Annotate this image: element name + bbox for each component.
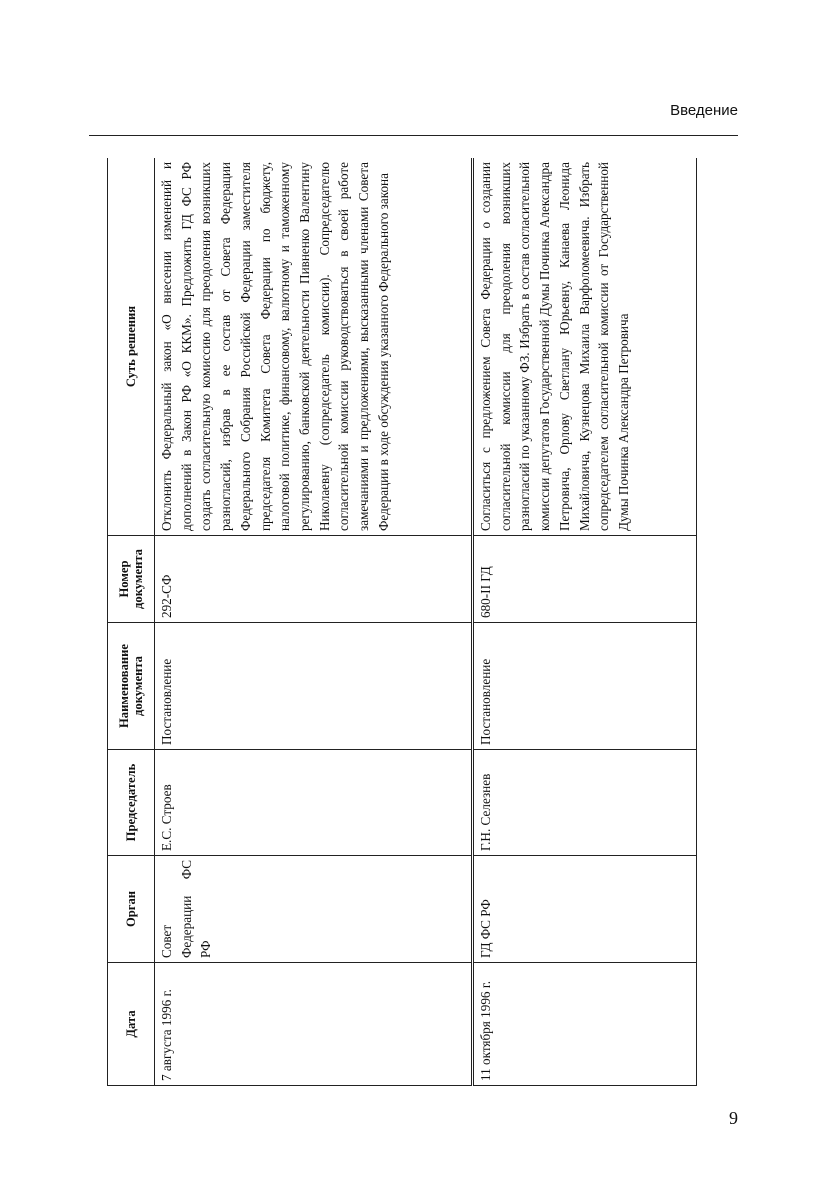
- cell-chairman: Е.С. Строев: [155, 750, 473, 856]
- page-number: 9: [729, 1108, 738, 1128]
- table-header-row: [108, 158, 155, 1086]
- cell-summary: Отклонить Федеральный закон «О внесении изменений и дополнений в Закон РФ «О ККМ». Предложить ГД ФС РФ создать согласительную комиссию для преодоления возникших разногласий, избрав в ее состав от Совета Федерации Федерального Собрания Российской Федерации заместителя председателя Комитета Совета Федерации по бюджету, налоговой политике, финансовому, валютному и таможенному регулированию, банковской деятельности Пивненко Валентину Николаевну (сопредседатель комиссии). Сопредседателю согласительной комиссии руководствоваться в своей работе замечаниями и предложениями, высказанными членами Совета Федерации в ходе обсуждения указанного Федерального закона: [155, 158, 473, 536]
- header-summary: Суть решения: [108, 158, 155, 536]
- header-doc-type: Наименование документа: [108, 623, 155, 750]
- rotated-table-frame: [107, 158, 697, 1086]
- table-row: [473, 158, 697, 1086]
- rotated-table-content: [107, 158, 697, 1086]
- cell-doc-type: Постановление: [473, 623, 697, 750]
- cell-organ: Совет Федерации ФС РФ: [155, 856, 473, 963]
- cell-summary: Согласиться с предложением Совета Федерации о создании согласительной комиссии для преодоления возникших разногласий по указанному ФЗ. Избрать в состав согласительной комиссии депутатов Государственной Думы Починка Александра Петровича, Орлову Светлану Юрьевну, Канаева Леонида Михайловича, Кузнецова Михаила Варфоломеевича. Избрать сопредседателем согласительной комиссии от Государственной Думы Починка Александра Петровича: [473, 158, 697, 536]
- header-date: Дата: [108, 963, 155, 1086]
- cell-organ: ГД ФС РФ: [473, 856, 697, 963]
- running-header: Введение: [670, 102, 738, 119]
- decisions-table: [107, 158, 697, 1086]
- cell-date: 11 октября 1996 г.: [473, 963, 697, 1086]
- cell-date: 7 августа 1996 г.: [155, 963, 473, 1086]
- table-row: [155, 158, 473, 1086]
- header-doc-number: Номер документа: [108, 536, 155, 623]
- cell-chairman: Г.Н. Селезнев: [473, 750, 697, 856]
- cell-doc-number: 292-СФ: [155, 536, 473, 623]
- cell-doc-type: Постановление: [155, 623, 473, 750]
- header-organ: Орган: [108, 856, 155, 963]
- cell-doc-number: 680-II ГД: [473, 536, 697, 623]
- header-rule: [89, 135, 738, 136]
- header-chairman: Председатель: [108, 750, 155, 856]
